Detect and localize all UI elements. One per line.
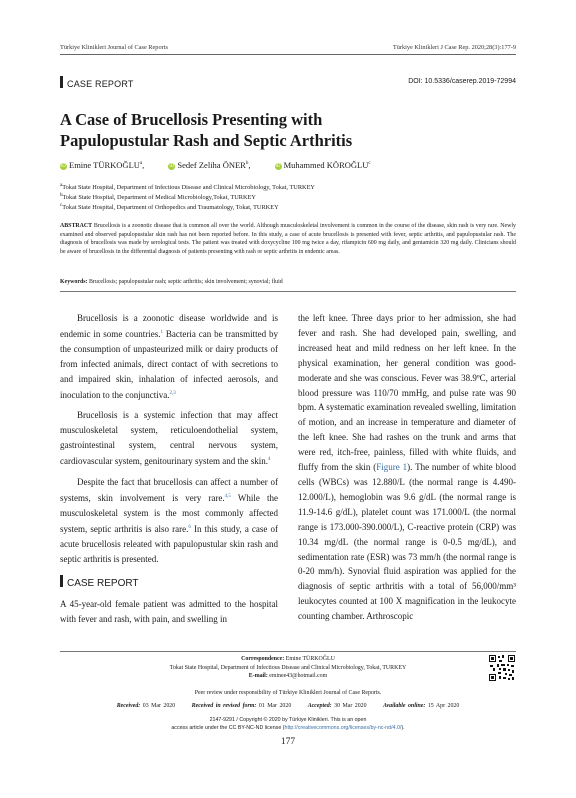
correspondence-label: Correspondence: xyxy=(241,656,285,662)
qr-code-icon xyxy=(489,655,515,681)
correspondence-name: Emine TÜRKOĞLU xyxy=(285,656,335,662)
correspondence xyxy=(100,655,476,681)
author-affil-marker: c xyxy=(368,161,371,167)
title-line-2: Papulopustular Rash and Septic Arthritis xyxy=(60,131,353,150)
paragraph: the left knee. Three days prior to her admission, she had fever and rash. She had developed pain, swelling, and increased heat and mild redness on her left knee. In the physical examination, her general condition was good-moderate and she was conscious. Fever was 38.9ºC, arterial blood pressure was 110/70 mmHg, and pulse rate was 90 bpm. A systematic examination revealed swelling, limitation of motion, and an increase in temperature and diameter of the left knee. She had rashes on the trunk and arms that were red, itch-free, painless, filled with white fluids, and fluffy from the skin (Figure 1). The number of white blood cells (WBCs) was 12.880/L (the normal range is 4.490-12.000/L), hemoglobin was 9.6 g/dL (the normal range is 11.9-14.6 g/dL), platelet count was 171.000/L (the normal range is 173.000-390.000/L), C-reactive protein (CRP) was 10.34 mg/dL (the normal range is 0-0.5 mg/dL), and sedimentation rate (ESR) was 73 mm/h (the normal range is 0-20 mm/h). Synovial fluid aspiration was applied for the diagnosis of septic arthritis with a total of 56,000/mm³ leukocytes counted at 100 X magnification in the leukocyte counting chamber. Arthroscopic xyxy=(298,313,516,622)
date-revised: Received in revised form: 01 Mar 2020 xyxy=(191,703,292,709)
citation-link[interactable]: 4,5 xyxy=(224,493,231,499)
running-header-citation: Türkiye Klinikleri J Case Rep. 2020;28(3):177-9 xyxy=(392,44,516,51)
figure-1-link[interactable]: Figure 1 xyxy=(376,462,408,473)
orcid-icon[interactable]: iD xyxy=(61,163,66,169)
author-list xyxy=(60,160,520,170)
header-divider xyxy=(60,54,516,55)
date-accepted: Accepted: 30 Mar 2020 xyxy=(307,703,367,709)
section-bar-icon xyxy=(60,575,63,587)
doi[interactable]: DOI: 10.5336/caserep.2019-72994 xyxy=(408,78,516,85)
author-name: Sedef Zeliha ÖNER xyxy=(177,160,246,170)
keywords-divider xyxy=(60,291,516,292)
page-number: 177 xyxy=(280,737,296,747)
affiliation-c: $^c$Tokat State Hospital, Department of Orthopedics and Traumatology, Tokat, TURKEY xyxy=(60,203,279,212)
abstract-label: ABSTRACT xyxy=(60,223,93,229)
correspondence-address: Tokat State Hospital, Department of Infectious Disease and Clinical Microbiology, Tokat, TURKEY xyxy=(169,664,407,671)
correspondence-email[interactable]: eminee43@hotmail.com xyxy=(269,673,328,680)
paragraph: Brucellosis is a zoonotic disease worldwide and is endemic in some countries.$^1$ Bacteria can be transmitted by the consumption of unpasteurized milk or dairy products of from infected animals, direct contact of with secretions to and impaired skin, inhalation of infected aerosols, and inoculation to the conjunctiva.$^{2,3}$ xyxy=(60,313,278,400)
citation-link[interactable]: 4 xyxy=(267,457,271,463)
section-heading-case-report: CASE REPORT xyxy=(60,575,278,592)
keywords-text: Brucellosis; papulopustular rash; septic arthritis; skin involvement; synovial; fluid xyxy=(88,279,283,285)
citation-link[interactable]: 6 xyxy=(188,524,191,530)
orcid-icon[interactable]: iD xyxy=(275,163,281,169)
peer-review-note: Peer review under responsibility of Türkiye Klinikleri Journal of Case Reports. xyxy=(194,690,382,696)
abstract xyxy=(60,222,516,257)
article-type-text: CASE REPORT xyxy=(67,79,134,89)
abstract-text: Brucellosis is a zoonotic disease that is common all over the world. Although musculoskeletal involvement is common in the course of the disease, skin rash is very rare. Newly examined and observed papulopustular skin rash has not been reported before. In this study, a case of acute brucellosis is presented with fever, septic arthritis, and papulopustular rash. The diagnosis of brucellosis was made by serological tests. The patient was treated with doxycycline 100 mg twice a day, rifampicin 600 mg daily, and gentamicin 320 mg daily. Clinicians should be aware of brucellosis in the differential diagnosis of patients presenting with rash or septic arthritis in endemic areas. xyxy=(60,223,516,256)
orcid-icon[interactable]: iD xyxy=(169,163,175,169)
section-bar-icon xyxy=(60,76,63,88)
paragraph: A 45-year-old female patient was admitted to the hospital with fever and rash, with pain, and swelling in xyxy=(60,599,278,625)
body-column-left xyxy=(60,311,278,633)
article-dates xyxy=(60,703,516,709)
author-3[interactable] xyxy=(275,160,371,170)
author-affil-marker: a xyxy=(139,161,143,167)
copyright-notice: 2147-9291 / Copyright © 2020 by Türkiye Klinikleri. This is an open access article under the CC BY-NC-ND license (http://creativecommons.org/licenses/by-nc-nd/4.0/). xyxy=(171,717,405,732)
email-label: E-mail: xyxy=(248,673,268,680)
author-1[interactable]: iD Emine TÜRKOĞLU$^a$, xyxy=(61,160,145,170)
keywords xyxy=(60,279,516,285)
citation-link[interactable]: 1 xyxy=(160,329,163,335)
author-name: Emine TÜRKOĞLU xyxy=(69,160,140,170)
footer-divider xyxy=(60,651,516,652)
article-type-label xyxy=(60,76,134,89)
author-affil-marker: b xyxy=(245,161,249,167)
keywords-label: Keywords: xyxy=(60,279,88,285)
article-title xyxy=(60,109,520,151)
date-received: Received: 03 Mar 2020 xyxy=(116,703,176,709)
affiliation-b: $^b$Tokat State Hospital, Department of Medical Microbiology,Tokat, TURKEY xyxy=(60,193,256,202)
title-line-1: A Case of Brucellosis Presenting with xyxy=(60,110,323,129)
running-header-journal: Türkiye Klinikleri Journal of Case Reports xyxy=(60,44,168,51)
citation-link[interactable]: 2,3 xyxy=(169,390,176,396)
affiliation-a: $^a$Tokat State Hospital, Department of Infectious Disease and Clinical Microbiology, Tokat, TURKEY xyxy=(60,183,315,192)
date-available-online: Available online: 15 Apr 2020 xyxy=(383,703,460,709)
author-2[interactable]: iD Sedef Zeliha ÖNER$^b$, xyxy=(169,160,251,170)
paragraph: Brucellosis is a systemic infection that may affect musculoskeletal system, reticuloendothelial system, gastrointestinal system, central nervous system, cardiovascular system, genitourinary system and the skin.$^4$ xyxy=(60,410,278,467)
body-column-right xyxy=(298,311,516,630)
author-name: Muhammed KÖROĞLU xyxy=(283,160,369,170)
license-link[interactable]: http://creativecommons.org/licenses/by-nc-nd/4.0/ xyxy=(284,725,402,732)
paragraph: Despite the fact that brucellosis can affect a number of systems, skin involvement is very rare.$^{4,5}$ While the musculoskeletal system is the most commonly affected system, septic arthritis is also rare.$^6$ In this study, a case of acute brucellosis releated with papulopustular skin rash and septic arthritis is presented. xyxy=(60,477,278,564)
